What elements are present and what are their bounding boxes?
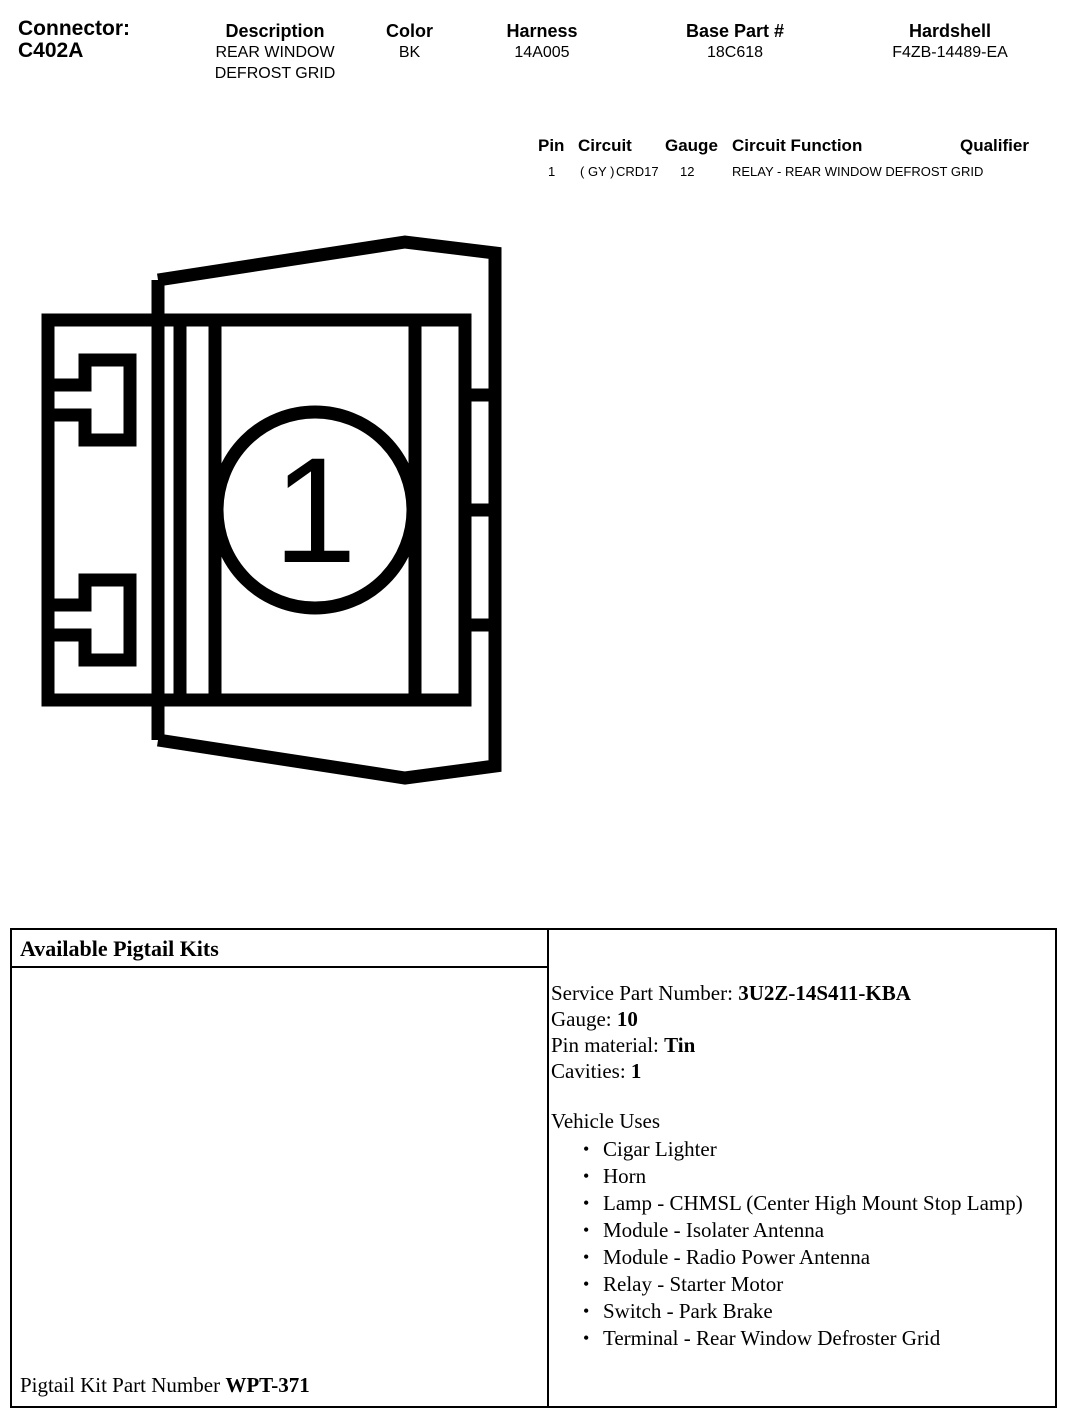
- pin-table-header-row: [520, 136, 1060, 160]
- circuit-cell-color: ( GY ): [580, 164, 615, 179]
- gauge-value: 10: [616, 1007, 638, 1031]
- available-pigtail-kits-table: [10, 928, 1057, 1408]
- base-part-label: Base Part #: [685, 21, 785, 41]
- service-part-number-value: 3U2Z-14S411-KBA: [738, 981, 911, 1005]
- connector-drawing: [30, 225, 530, 795]
- gauge-cell: 12: [680, 164, 695, 179]
- color-label: Color: [386, 21, 433, 41]
- base-part-value: 18C618: [706, 44, 764, 61]
- gauge-column-header: Gauge: [665, 136, 718, 155]
- description-value: REAR WINDOW DEFROST GRID: [214, 44, 336, 82]
- description-column: [180, 20, 370, 84]
- list-item: • Relay - Starter Motor: [603, 1271, 1056, 1298]
- description-label: Description: [225, 21, 325, 41]
- document-header: [0, 10, 1065, 90]
- pin-material-line: [551, 1032, 1056, 1058]
- connector-value: C402A: [18, 39, 84, 62]
- pigtail-kit-part-number-value: WPT-371: [225, 1373, 310, 1397]
- list-item: • Horn: [603, 1163, 1056, 1190]
- service-part-number-line: [551, 980, 1056, 1006]
- pin-material-value: Tin: [664, 1033, 696, 1057]
- pigtail-left-panel: [12, 930, 549, 1406]
- latch-lower-detail: [48, 580, 130, 660]
- color-column: [372, 20, 447, 63]
- hardshell-label: Hardshell: [908, 21, 992, 41]
- list-item: • Switch - Park Brake: [603, 1298, 1056, 1325]
- list-item: • Cigar Lighter: [603, 1136, 1056, 1163]
- pigtail-kit-part-number-label: Pigtail Kit Part Number: [20, 1373, 221, 1397]
- cavities-label: Cavities:: [551, 1059, 626, 1083]
- pigtail-kit-part-number: [20, 1373, 310, 1398]
- circuit-column-header: Circuit: [578, 136, 632, 155]
- harness-value: 14A005: [514, 44, 570, 61]
- hardshell-column: [855, 20, 1045, 63]
- color-value: BK: [398, 44, 421, 61]
- service-part-number-label: Service Part Number:: [551, 981, 733, 1005]
- vehicle-uses-list: [551, 1136, 1056, 1352]
- connector-label: Connector:: [18, 17, 130, 40]
- circuit-cell-name: CRD17: [616, 164, 659, 179]
- base-part-column: [650, 20, 820, 63]
- latch-upper-detail: [48, 360, 130, 440]
- list-item: • Terminal - Rear Window Defroster Grid: [603, 1325, 1056, 1352]
- gauge-label: Gauge:: [551, 1007, 612, 1031]
- circuit-function-cell: RELAY - REAR WINDOW DEFROST GRID: [732, 164, 984, 179]
- cavities-value: 1: [630, 1059, 642, 1083]
- list-item: • Lamp - CHMSL (Center High Mount Stop Lamp): [603, 1190, 1056, 1217]
- circuit-function-column-header: Circuit Function: [732, 136, 863, 155]
- cavities-line: [551, 1058, 1056, 1084]
- connector-diagram-svg: [30, 225, 530, 795]
- list-item: • Module - Radio Power Antenna: [603, 1244, 1056, 1271]
- pigtail-kits-title: Available Pigtail Kits: [12, 930, 547, 968]
- pin-column-header: Pin: [538, 136, 565, 155]
- pin-material-label: Pin material:: [551, 1033, 659, 1057]
- vehicle-uses-title: Vehicle Uses: [551, 1109, 661, 1133]
- hardshell-value: F4ZB-14489-EA: [892, 44, 1008, 61]
- table-row: [520, 160, 1060, 194]
- harness-label: Harness: [506, 21, 578, 41]
- list-item: • Module - Isolater Antenna: [603, 1217, 1056, 1244]
- connector-column: [18, 18, 178, 61]
- harness-column: [462, 20, 622, 63]
- cavity-number: 1: [273, 426, 357, 594]
- qualifier-column-header: Qualifier: [960, 136, 1029, 155]
- pigtail-details-panel: [551, 980, 1056, 1352]
- gauge-line: [551, 1006, 1056, 1032]
- pin-table: [520, 136, 1060, 194]
- pin-cell: 1: [548, 164, 556, 179]
